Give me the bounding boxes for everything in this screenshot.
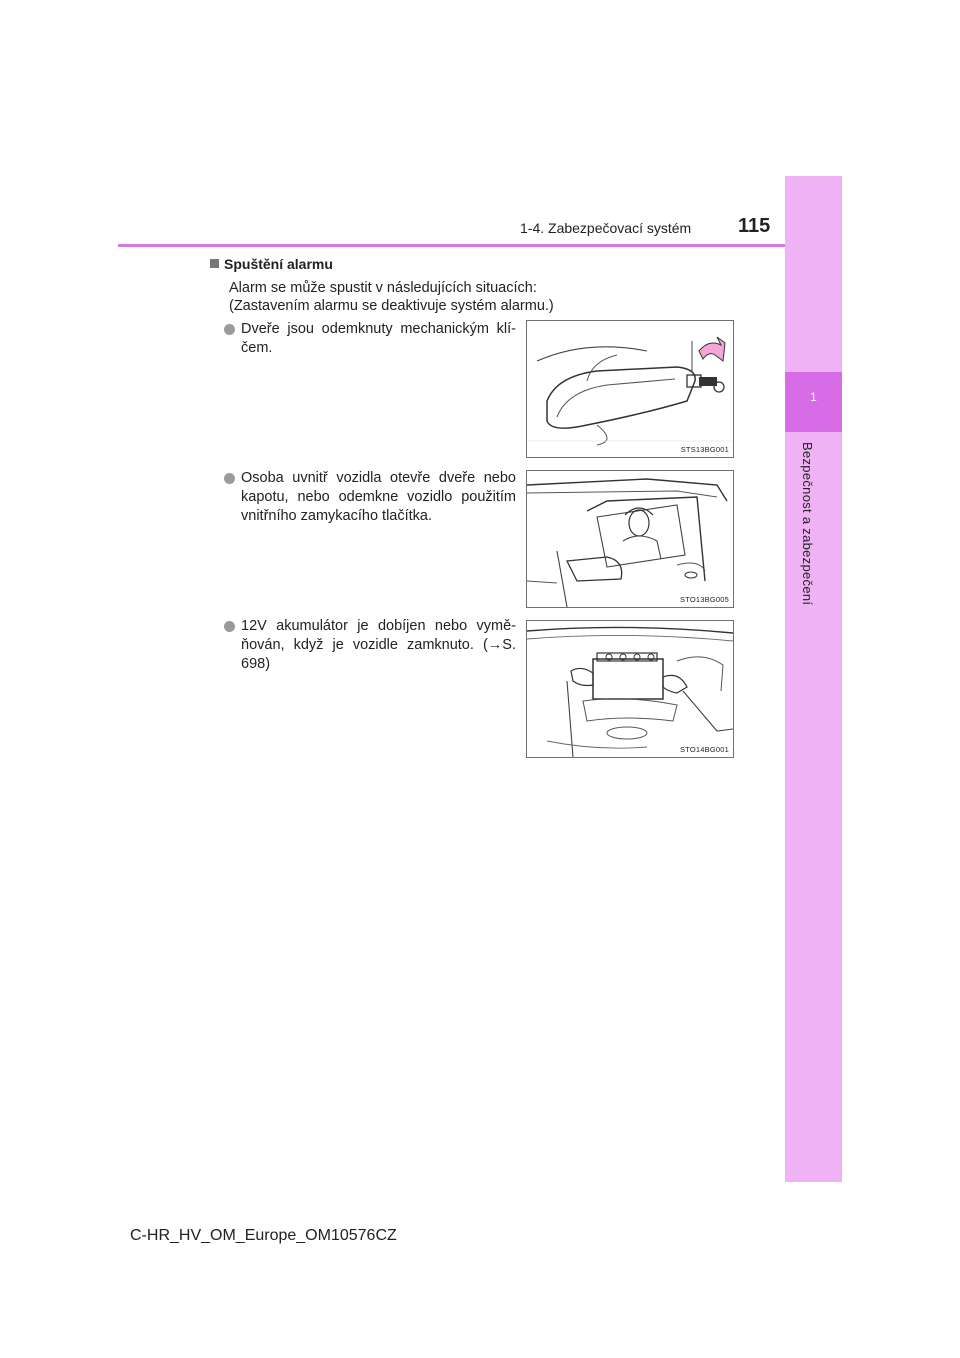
- bullet-item-3: [224, 617, 516, 674]
- person-in-car-illustration: [527, 471, 733, 607]
- intro-line-2: (Zastavením alarmu se deaktivuje systém alarmu.): [229, 298, 554, 314]
- figure-person-opens-door: [526, 470, 734, 608]
- bullet-text: Osoba uvnitř vozidla otevře dveře nebo kapotu, nebo odemkne vozidlo použitím vnitřního zamykacího tlačítka.: [241, 470, 516, 524]
- figure-door-handle-key: [526, 320, 734, 458]
- bullet-dot-icon: [224, 324, 235, 335]
- door-handle-key-illustration: [527, 321, 733, 457]
- intro-line-1: Alarm se může spustit v následujících situacích:: [229, 280, 537, 296]
- chapter-number: 1: [810, 390, 817, 404]
- figure-code: STO14BG001: [680, 745, 729, 754]
- heading-text: Spuštění alarmu: [224, 256, 333, 272]
- chapter-title: Bezpečnost a zabezpečení: [800, 442, 815, 606]
- section-title: 1-4. Zabezpečovací systém: [520, 220, 692, 236]
- bullet-item-2: [224, 469, 516, 526]
- bullet-dot-icon: [224, 621, 235, 632]
- battery-hands-illustration: [527, 621, 733, 757]
- bullet-dot-icon: [224, 473, 235, 484]
- bullet-item-1: [224, 320, 516, 358]
- bullet-text: Dveře jsou odemknuty mechanickým klí-čem.: [241, 321, 516, 356]
- chapter-side-tab: [785, 176, 842, 1182]
- square-bullet-icon: [210, 259, 219, 268]
- bullet-text: 12V akumulátor je dobíjen nebo vymě-ňován, když je vozidle zamknuto. (→S. 698): [241, 618, 516, 672]
- header-rule: [118, 244, 785, 247]
- document-id: C-HR_HV_OM_Europe_OM10576CZ: [130, 1227, 397, 1244]
- figure-battery-replacement: [526, 620, 734, 758]
- figure-code: STS13BG001: [680, 445, 729, 454]
- page-number: 115: [738, 215, 771, 237]
- figure-code: STO13BG005: [680, 595, 729, 604]
- subsection-heading: [210, 256, 333, 272]
